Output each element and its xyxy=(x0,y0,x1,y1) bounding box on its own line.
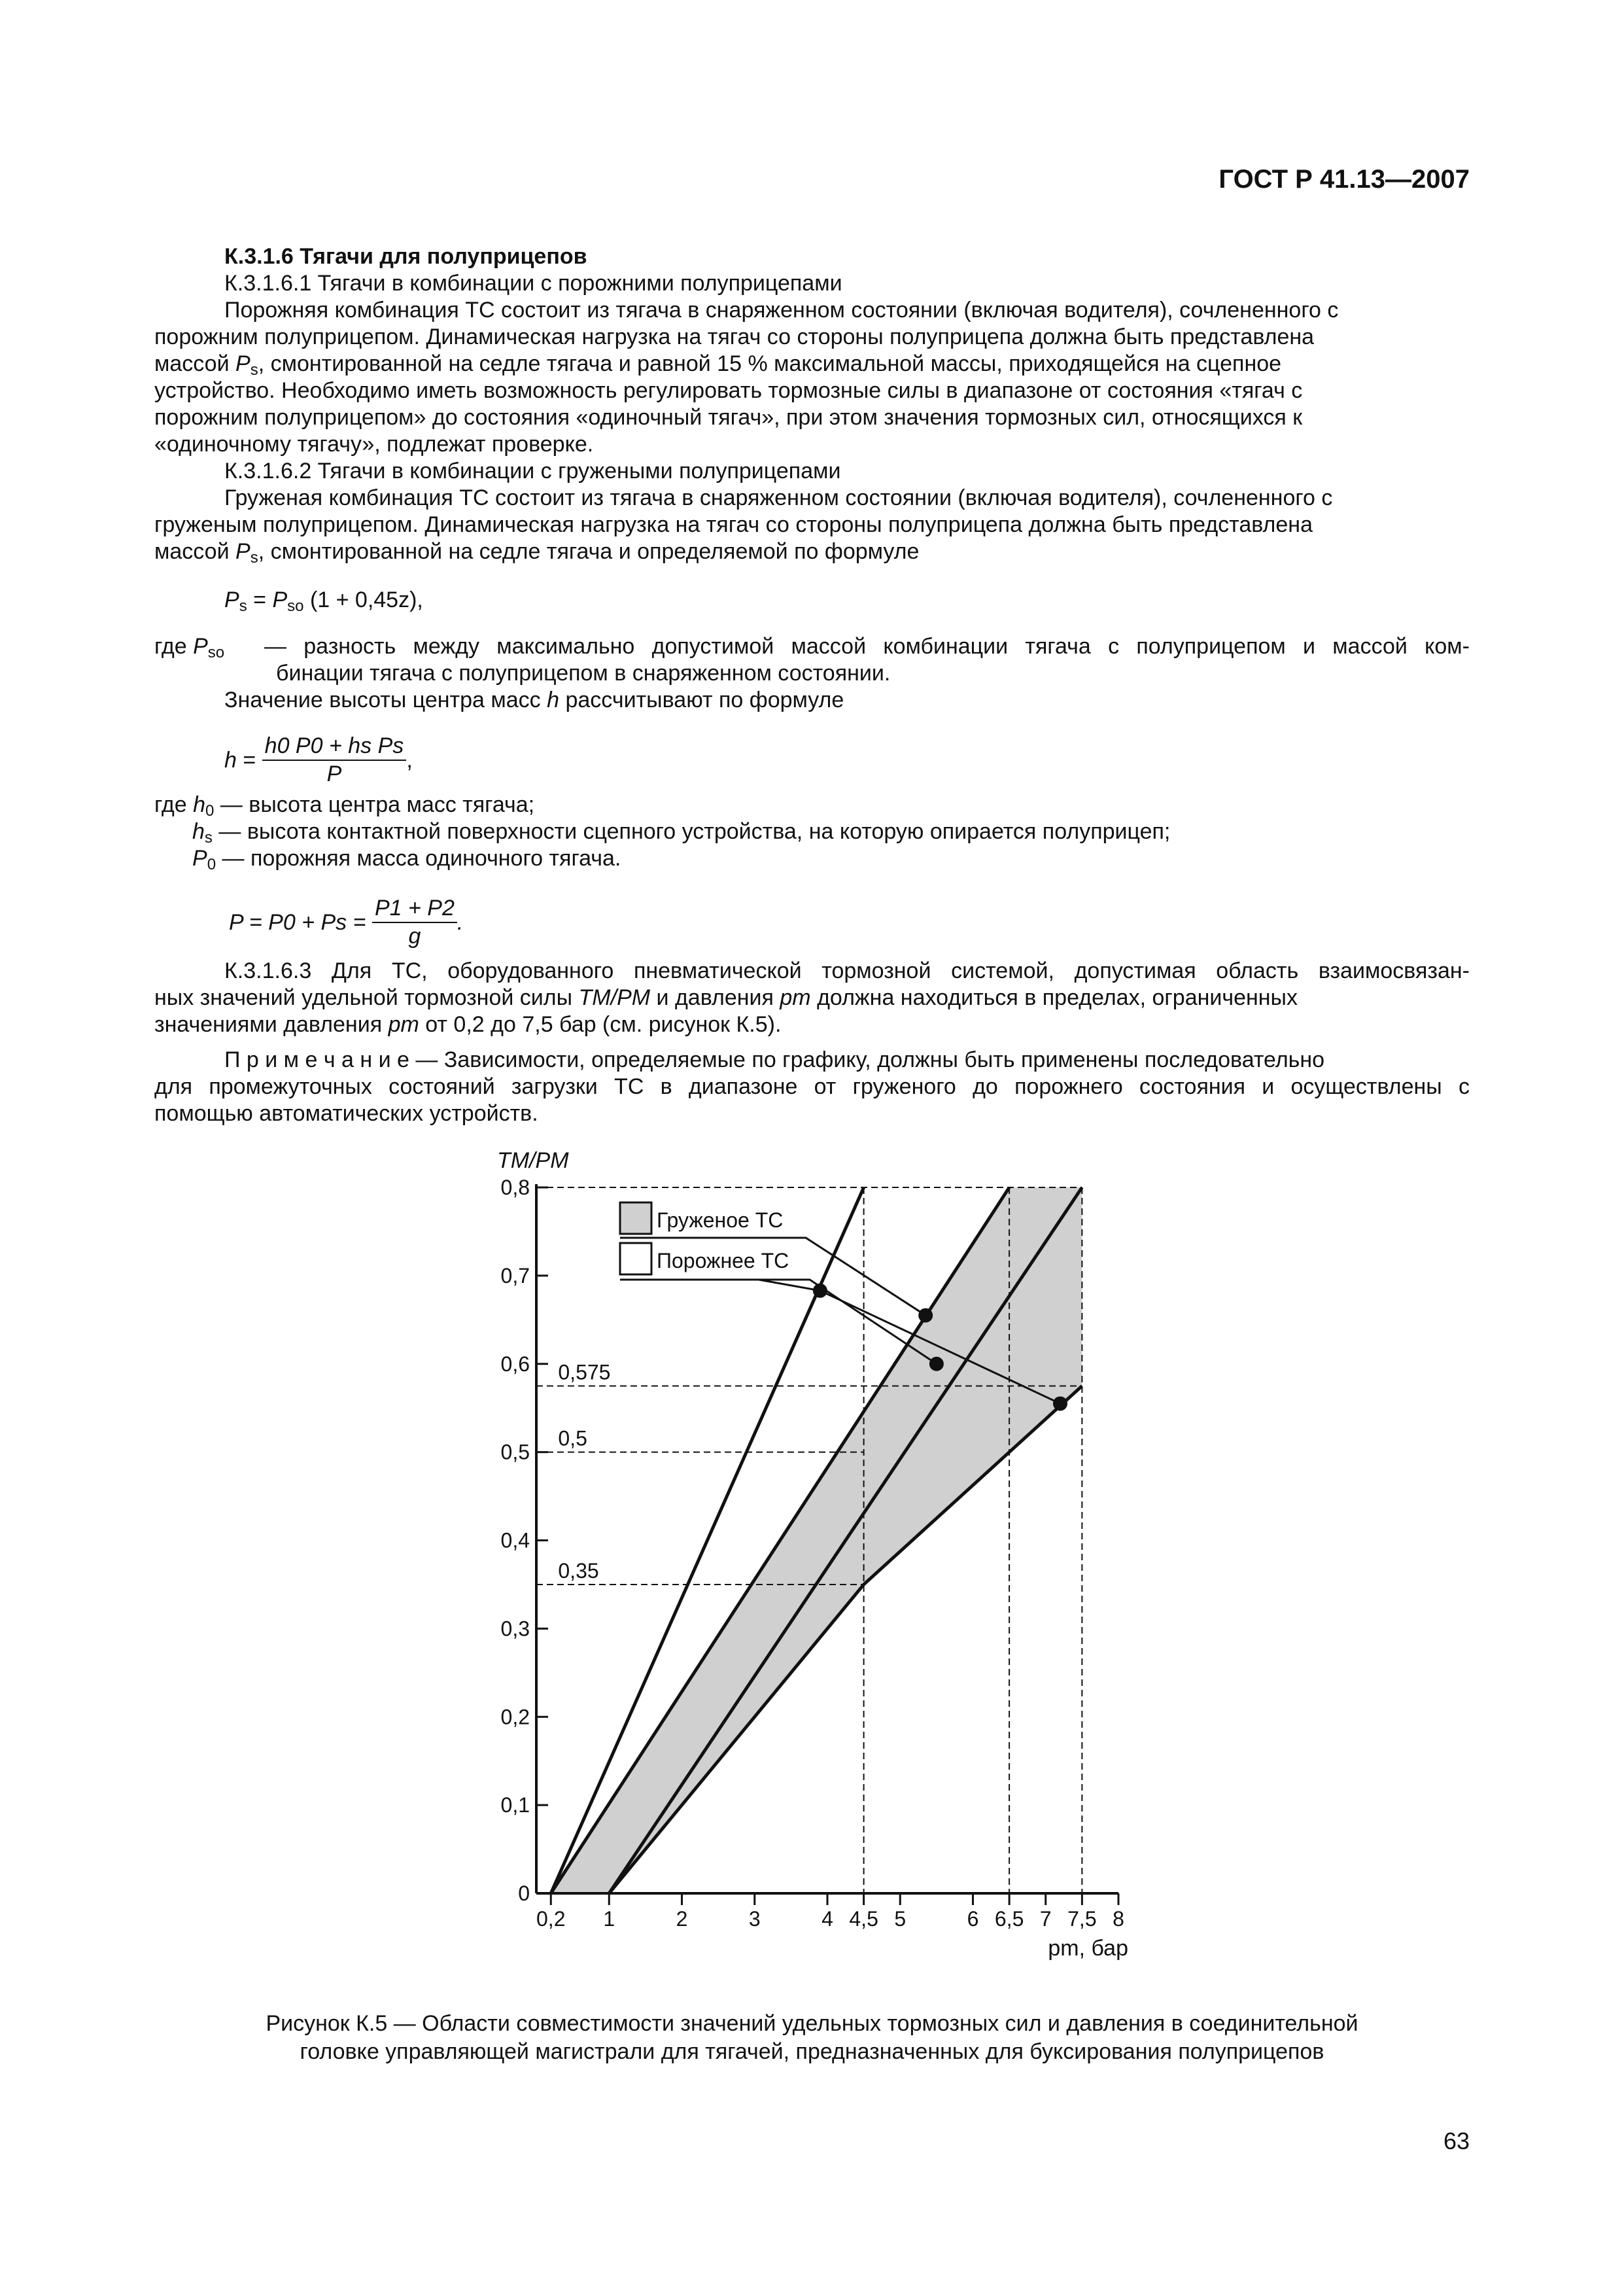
x-tick-label: 2 xyxy=(676,1907,688,1931)
p3-line-1: К.3.1.6.3 Для ТС, оборудованного пневматической тормозной системой, допустимая область взаимосвязан- xyxy=(224,958,1470,983)
ref-line-label: 0,35 xyxy=(558,1558,599,1583)
y-tick-label: 0,3 xyxy=(500,1617,530,1641)
subsection-1-heading: К.3.1.6.1 Тягачи в комбинации с порожними полуприцепами xyxy=(224,271,842,296)
x-tick-label: 5 xyxy=(894,1907,907,1931)
y-tick-label: 0,1 xyxy=(500,1793,530,1817)
formula-h: h = $\frac{\text{h0 P0 + hs Ps}}{P}$ , xyxy=(224,733,413,786)
note-line-3: помощью автоматических устройств. xyxy=(154,1101,538,1126)
note-line-2: для промежуточных состояний загрузки ТС в диапазоне от груженого до порожнего состояния и осуществлены с xyxy=(154,1074,1470,1099)
p2-line-3: массой $P_s$, смонтированной на седле тягача и определяемой по формуле xyxy=(154,539,920,567)
point-marker xyxy=(918,1308,933,1323)
x-tick-label: 6,5 xyxy=(994,1907,1024,1931)
note-line-1: П р и м е ч а н и е — Зависимости, определяемые по графику, должны быть применены последовательно xyxy=(224,1047,1325,1072)
y-tick-label: 0,4 xyxy=(500,1528,530,1552)
series-line xyxy=(551,1187,1009,1893)
p1-line-6: «одиночному тягачу», подлежат проверке. xyxy=(154,432,594,457)
series-line xyxy=(609,1187,1082,1893)
legend-label: Порожнее ТС xyxy=(657,1249,789,1272)
pso-def-line-1: — разность между максимально допустимой массой комбинации тягача с полуприцепом и массой ком- xyxy=(264,634,1470,659)
point-marker xyxy=(929,1357,944,1371)
h-intro: Значение высоты центра масс h рассчитывают по формуле xyxy=(224,688,844,712)
y-tick-label: 0,6 xyxy=(500,1352,530,1376)
point-marker xyxy=(813,1284,827,1298)
y-tick-label: 0,7 xyxy=(500,1263,530,1288)
caption-line-1: Рисунок К.5 — Области совместимости значений удельных тормозных сил и давления в соединительной xyxy=(266,2011,1358,2036)
page-number: 63 xyxy=(1443,2128,1470,2154)
pso-where: где $P_{so}$ xyxy=(154,634,225,661)
y-tick-label: 0,8 xyxy=(500,1176,530,1199)
caption-line-2: головке управляющей магистрали для тягачей, предназначенных для буксирования полуприцепов xyxy=(300,2039,1324,2064)
p2-line-2: груженым полуприцепом. Динамическая нагрузка на тягач со стороны полуприцепа должна быть представлена xyxy=(154,512,1313,537)
x-tick-label: 4 xyxy=(821,1907,833,1931)
point-marker xyxy=(1053,1396,1067,1410)
hs-def: $h_s$ — высота контактной поверхности сцепного устройства, на которую опирается полуприцеп; xyxy=(192,819,1171,847)
h0-where: где $h_0$ — высота центра масс тягача; xyxy=(154,792,535,820)
y-tick-label: 0,5 xyxy=(500,1440,530,1464)
subsection-2-heading: К.3.1.6.2 Тягачи в комбинации с гружеными полуприцепами xyxy=(224,459,841,483)
x-tick-label: 3 xyxy=(748,1907,761,1931)
p1-line-4: устройство. Необходимо иметь возможность регулировать тормозные силы в диапазоне от состояния «тягач с xyxy=(154,378,1303,403)
formula-ps: $P_s = P_{so}$ (1 + 0,45z), xyxy=(224,587,423,615)
x-tick-label: 0,2 xyxy=(536,1907,566,1931)
x-axis-label: pm, бар xyxy=(1048,1936,1128,1961)
ref-line-label: 0,575 xyxy=(558,1360,611,1384)
x-tick-label: 4,5 xyxy=(849,1907,878,1931)
x-tick-label: 1 xyxy=(603,1907,615,1931)
p2-line-1: Груженая комбинация ТС состоит из тягача в снаряженном состоянии (включая водителя), сочлененного с xyxy=(224,485,1333,510)
y-tick-label: 0 xyxy=(518,1882,530,1905)
document-header: ГОСТ Р 41.13—2007 xyxy=(1218,165,1470,194)
x-tick-label: 7 xyxy=(1039,1907,1052,1931)
x-tick-label: 8 xyxy=(1113,1907,1124,1931)
p1-line-1: Порожняя комбинация ТС состоит из тягача в снаряженном состоянии (включая водителя), сочлененного с xyxy=(224,298,1339,323)
legend-swatch xyxy=(620,1202,651,1234)
pso-def-line-2: бинации тягача с полуприцепом в снаряженном состоянии. xyxy=(276,661,891,686)
ref-line-label: 0,5 xyxy=(558,1426,587,1450)
p1-line-3: массой $P_s$, смонтированной на седле тягача и равной 15 % максимальной массы, приходящейся на сцепное xyxy=(154,351,1282,379)
legend-label: Груженое ТС xyxy=(657,1208,784,1232)
p1-line-5: порожним полуприцепом» до состояния «одиночный тягач», при этом значения тормозных сил, относящихся к xyxy=(154,405,1303,430)
x-tick-label: 6 xyxy=(967,1907,979,1931)
legend-swatch xyxy=(620,1243,651,1274)
p0-def: $P_0$ — порожняя масса одиночного тягача. xyxy=(192,846,621,873)
p3-line-3: значениями давления pm от 0,2 до 7,5 бар (см. рисунок К.5). xyxy=(154,1012,782,1037)
p1-line-2: порожним полуприцепом. Динамическая нагрузка на тягач со стороны полуприцепа должна быть представлена xyxy=(154,324,1315,349)
y-axis-label: TM/PM xyxy=(497,1148,569,1173)
x-tick-label: 7,5 xyxy=(1067,1907,1097,1931)
section-title: К.3.1.6 Тягачи для полуприцепов xyxy=(224,244,587,269)
p3-line-2: ных значений удельной тормозной силы TM/PM и давления pm должна находиться в пределах, ограниченных xyxy=(154,985,1298,1010)
formula-p: P = P0 + Ps = $\frac{P1 + P2}{g}$ . xyxy=(229,896,464,949)
y-tick-label: 0,2 xyxy=(500,1705,530,1729)
figure-caption xyxy=(154,2010,1470,2066)
